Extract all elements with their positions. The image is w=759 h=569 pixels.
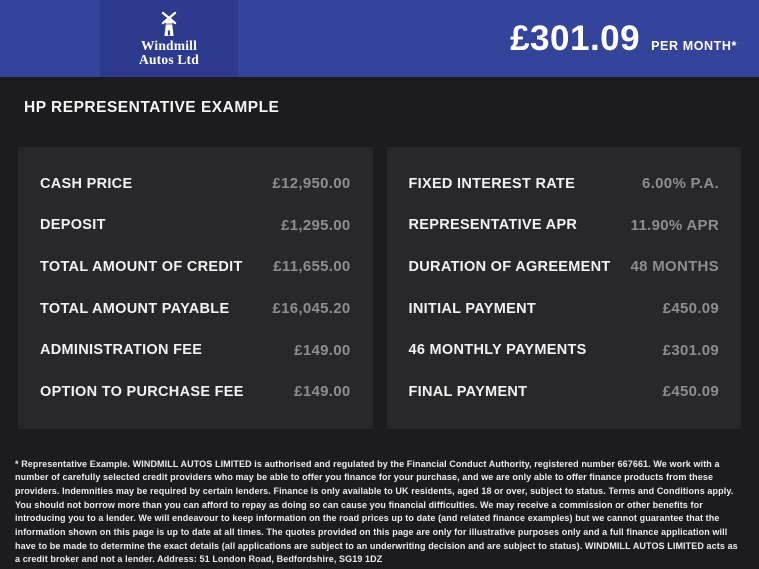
finance-table-left	[18, 147, 373, 429]
option-to-purchase-fee-value: £149.00	[294, 383, 351, 401]
cash-price-label: CASH PRICE	[40, 175, 133, 192]
row-fixed-interest-rate	[409, 163, 720, 205]
row-administration-fee	[40, 329, 351, 371]
deposit-value: £1,295.00	[281, 216, 351, 234]
final-payment-label: FINAL PAYMENT	[408, 383, 528, 400]
row-monthly-payments	[409, 329, 720, 371]
dealer-logo-name-line1: Windmill	[140, 37, 198, 53]
dealer-logo[interactable]	[100, 0, 238, 77]
row-total-amount-of-credit	[40, 246, 351, 288]
representative-apr-label: REPRESENTATIVE APR	[408, 217, 578, 234]
total-amount-payable-value: £16,045.20	[272, 300, 351, 318]
finance-tables	[18, 147, 741, 429]
total-amount-payable-label: TOTAL AMOUNT PAYABLE	[40, 300, 230, 317]
duration-of-agreement-value: 48 MONTHS	[630, 258, 719, 276]
initial-payment-label: INITIAL PAYMENT	[408, 300, 536, 317]
total-amount-of-credit-value: £11,655.00	[273, 258, 351, 276]
final-payment-value: £450.09	[662, 383, 719, 401]
total-amount-of-credit-label: TOTAL AMOUNT OF CREDIT	[40, 258, 243, 275]
administration-fee-value: £149.00	[294, 341, 351, 359]
row-final-payment	[409, 371, 720, 413]
monthly-payments-value: £301.09	[662, 341, 719, 359]
row-total-amount-payable	[40, 288, 351, 330]
option-to-purchase-fee-label: OPTION TO PURCHASE FEE	[40, 383, 244, 400]
cash-price-value: £12,950.00	[272, 175, 351, 193]
representative-apr-value: 11.90% APR	[630, 216, 719, 234]
monthly-price-suffix: PER MONTH*	[651, 38, 737, 53]
header-bar	[0, 0, 759, 77]
row-option-to-purchase-fee	[40, 371, 351, 413]
windmill-icon	[156, 11, 182, 37]
duration-of-agreement-label: DURATION OF AGREEMENT	[408, 258, 611, 275]
fixed-interest-rate-value: 6.00% P.A.	[642, 175, 719, 193]
monthly-payments-label: 46 MONTHLY PAYMENTS	[408, 342, 587, 359]
initial-payment-value: £450.09	[662, 300, 719, 318]
monthly-price	[510, 19, 759, 59]
administration-fee-label: ADMINISTRATION FEE	[40, 342, 203, 359]
fixed-interest-rate-label: FIXED INTEREST RATE	[408, 175, 576, 192]
row-deposit	[40, 205, 351, 247]
row-representative-apr	[409, 205, 720, 247]
legal-disclaimer: * Representative Example. WINDMILL AUTOS LIMITED is authorised and regulated by the Financial Conduct Authority, registered number 667661. We work with a number of carefully selected credit providers who may be able to offer you finance for your purchase, and we are only able to offer finance products from these providers. Indemnities may be required by certain lenders. Finance is only available to UK residents, aged 18 or over, subject to status. Terms and Conditions apply. You should not borrow more than you can afford to repay as doing so can cause you financial difficulties. We may receive a commission or other benefits for introducing you to a lender. We will endeavour to keep information on the road prices up to date (and related finance examples) but we cannot guarantee that the information shown on this page is up to date at all times. The quotes provided on this page are only for illustrative purposes only and a full finance application will have to be made to determine the exact details (all applications are subject to an underwriting decision and are subject to status). WINDMILL AUTOS LIMITED acts as a credit broker and not a lender. Address: 51 London Road, Bedfordshire, SG19 1DZ	[15, 458, 738, 565]
dealer-logo-name-line2: Autos Ltd	[139, 51, 199, 67]
deposit-label: DEPOSIT	[40, 217, 106, 234]
page-title: HP REPRESENTATIVE EXAMPLE	[24, 99, 280, 116]
finance-table-right	[387, 147, 742, 429]
row-duration-of-agreement	[409, 246, 720, 288]
row-cash-price	[40, 163, 351, 205]
row-initial-payment	[409, 288, 720, 330]
monthly-price-amount: £301.09	[510, 18, 641, 58]
